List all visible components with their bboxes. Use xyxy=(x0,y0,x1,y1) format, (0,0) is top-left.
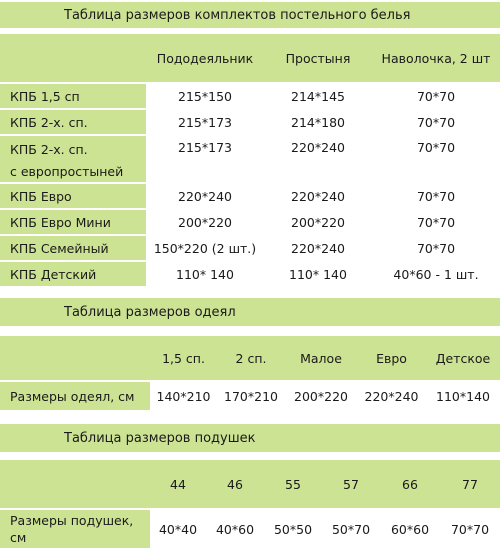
duvet-size: 215*173 xyxy=(146,136,264,182)
pillowcase-size: 70*70 xyxy=(372,136,500,182)
spacer xyxy=(0,326,500,336)
bedding-header-row xyxy=(0,34,500,82)
header-pillow-number: 55 xyxy=(285,476,301,492)
header-corner xyxy=(0,336,150,380)
row-label-line1: КПБ 2-х. сп. xyxy=(10,142,88,157)
header-pillow-number: 77 xyxy=(462,476,478,492)
blanket-size-value: 200*220 xyxy=(285,382,357,410)
sheet-size: 214*145 xyxy=(264,84,372,108)
header-pillow-number: 66 xyxy=(402,476,418,492)
bedding-row xyxy=(0,84,500,108)
header-pillow-number: 46 xyxy=(227,476,243,492)
header-blanket-size: Евро xyxy=(376,350,407,366)
spacer xyxy=(0,452,500,460)
bedding-row xyxy=(0,136,500,182)
row-label-line2: с европростыней xyxy=(10,164,124,179)
duvet-size: 215*150 xyxy=(146,84,264,108)
sheet-size: 220*240 xyxy=(264,136,372,182)
pillowcase-size: 40*60 - 1 шт. xyxy=(372,262,500,286)
pillow-size-value: 40*40 xyxy=(150,510,206,548)
sheet-size: 110* 140 xyxy=(264,262,372,286)
header-blanket-size: 1,5 сп. xyxy=(162,350,205,366)
duvet-size: 220*240 xyxy=(146,184,264,208)
pillows-header-row xyxy=(0,460,500,508)
pillow-size-value: 40*60 xyxy=(206,510,264,548)
bedding-table-title-band xyxy=(0,2,500,28)
row-label xyxy=(0,136,146,182)
header-pillowcase: Наволочка, 2 шт xyxy=(381,50,491,66)
sheet-size: 214*180 xyxy=(264,110,372,134)
row-label: Размеры одеял, см xyxy=(0,382,150,410)
header-blanket-size: 2 сп. xyxy=(235,350,267,366)
header-sheet: Простыня xyxy=(285,50,351,66)
bedding-row xyxy=(0,210,500,234)
row-label: КПБ Детский xyxy=(0,262,146,286)
sheet-size: 220*240 xyxy=(264,236,372,260)
blanket-size-value: 110*140 xyxy=(426,382,500,410)
duvet-size: 200*220 xyxy=(146,210,264,234)
bedding-row xyxy=(0,110,500,134)
pillow-size-value: 50*50 xyxy=(264,510,322,548)
blankets-table-title-band xyxy=(0,298,500,326)
header-corner xyxy=(0,460,150,508)
bedding-row xyxy=(0,184,500,208)
blankets-table-title: Таблица размеров одеял xyxy=(64,304,236,320)
row-label: КПБ Евро Мини xyxy=(0,210,146,234)
pillow-size-value: 70*70 xyxy=(440,510,500,548)
duvet-size: 215*173 xyxy=(146,110,264,134)
blanket-size-value: 140*210 xyxy=(150,382,217,410)
pillowcase-size: 70*70 xyxy=(372,210,500,234)
pillows-row xyxy=(0,510,500,548)
header-pillow-number: 44 xyxy=(170,476,186,492)
blankets-row xyxy=(0,382,500,410)
pillowcase-size: 70*70 xyxy=(372,110,500,134)
pillow-size-value: 60*60 xyxy=(380,510,440,548)
pillow-size-value: 50*70 xyxy=(322,510,380,548)
pillowcase-size: 70*70 xyxy=(372,84,500,108)
sheet-size: 220*240 xyxy=(264,184,372,208)
pillows-table-title-band xyxy=(0,424,500,452)
blanket-size-value: 170*210 xyxy=(217,382,285,410)
row-label: КПБ Семейный xyxy=(0,236,146,260)
pillowcase-size: 70*70 xyxy=(372,236,500,260)
header-pillow-number: 57 xyxy=(343,476,359,492)
duvet-size: 110* 140 xyxy=(146,262,264,286)
sheet-size: 200*220 xyxy=(264,210,372,234)
bedding-row xyxy=(0,236,500,260)
blanket-size-value: 220*240 xyxy=(357,382,426,410)
row-label: Размеры подушек, см xyxy=(0,510,150,548)
row-label: КПБ 1,5 сп xyxy=(0,84,146,108)
bedding-row xyxy=(0,262,500,286)
blankets-header-row xyxy=(0,336,500,380)
header-blanket-size: Детское xyxy=(435,350,491,366)
header-duvet-cover: Пододеяльник xyxy=(156,50,254,66)
row-label: КПБ Евро xyxy=(0,184,146,208)
pillows-table-title: Таблица размеров подушек xyxy=(64,430,256,446)
pillowcase-size: 70*70 xyxy=(372,184,500,208)
row-label: КПБ 2-х. сп. xyxy=(0,110,146,134)
bedding-table-title: Таблица размеров комплектов постельного белья xyxy=(64,7,411,23)
duvet-size: 150*220 (2 шт.) xyxy=(146,236,264,260)
header-corner xyxy=(0,34,146,82)
header-blanket-size: Малое xyxy=(300,350,342,366)
